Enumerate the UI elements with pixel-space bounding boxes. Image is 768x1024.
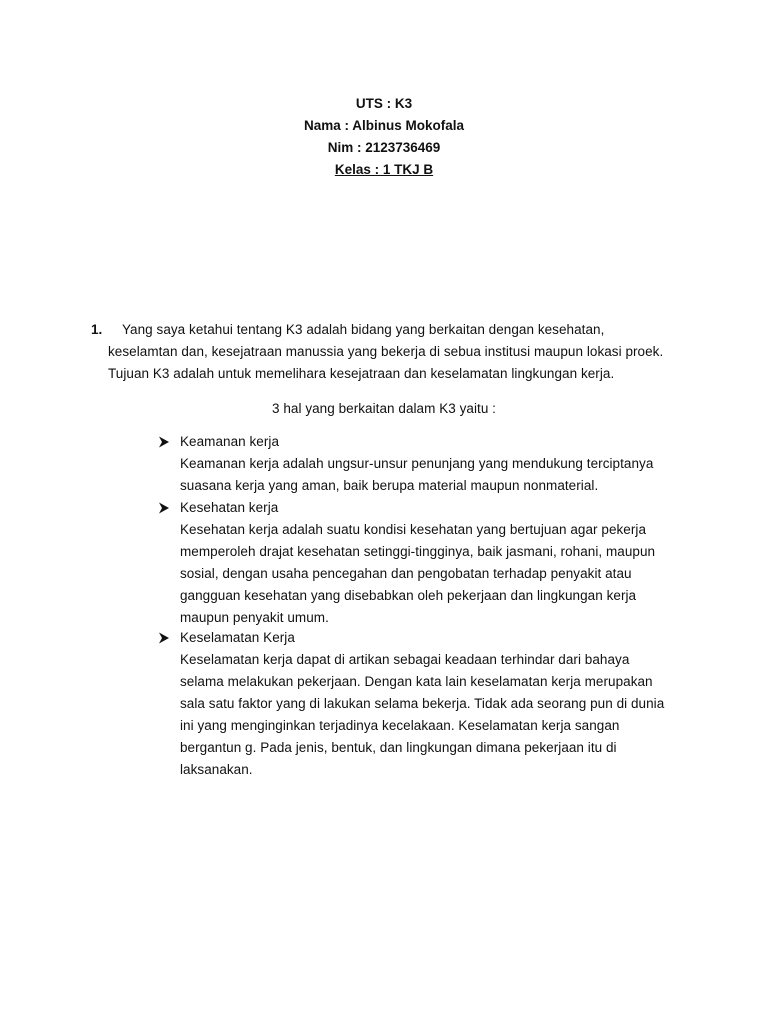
list-item-line: Keamanan kerja adalah ungsur-unsur penunjang yang mendukung terciptanya — [180, 456, 654, 471]
list-item-line: ini yang menginginkan terjadinya kecelakaan. Keselamatan kerja sangan — [180, 718, 620, 733]
list-item-title: Keamanan kerja — [180, 434, 280, 449]
list-item-line: Keselamatan kerja dapat di artikan sebagai keadaan terhindar dari bahaya — [180, 652, 630, 667]
student-id: Nim : 2123736469 — [327, 140, 441, 155]
document-header — [0, 93, 768, 181]
arrow-bullet-icon — [158, 497, 174, 519]
list-item-title: Keselamatan Kerja — [180, 630, 295, 645]
arrow-bullet-icon — [158, 627, 174, 649]
list-item-line: selama melakukan pekerjaan. Dengan kata lain keselamatan kerja merupakan — [180, 674, 653, 689]
arrow-bullet-icon — [158, 431, 174, 453]
list-subheading: 3 hal yang berkaitan dalam K3 yaitu : — [272, 401, 496, 416]
intro-line: Tujuan K3 adalah untuk memelihara kesejatraan dan keselamatan lingkungan kerja. — [108, 366, 615, 381]
section-number: 1. — [91, 322, 103, 337]
intro-line: keselamtan dan, kesejatraan manussia yang bekerja di sebua institusi maupun lokasi proek. — [108, 344, 664, 359]
list-item-line: memperoleh drajat kesehatan setinggi-tingginya, baik jasmani, rohani, maupun — [180, 544, 656, 559]
list-item-line: gangguan kesehatan yang disebabkan oleh pekerjaan dan lingkungan kerja — [180, 588, 637, 603]
list-item-line: laksanakan. — [180, 762, 253, 777]
list-item-line: sala satu faktor yang di lakukan selama bekerja. Tidak ada seorang pun di dunia — [180, 696, 665, 711]
list-item-line: suasana kerja yang aman, baik berupa material maupun nonmaterial. — [180, 478, 599, 493]
list-item-title: Kesehatan kerja — [180, 500, 279, 515]
exam-title: UTS : K3 — [355, 96, 413, 111]
intro-line: Yang saya ketahui tentang K3 adalah bidang yang berkaitan dengan kesehatan, — [122, 322, 605, 337]
list-item-line: bergantun g. Pada jenis, bentuk, dan lingkungan dimana pekerjaan itu di — [180, 740, 617, 755]
student-name: Nama : Albinus Mokofala — [303, 118, 465, 133]
list-item-line: maupun penyakit umum. — [180, 610, 329, 625]
intro-paragraph — [108, 319, 698, 385]
list-item-line: sosial, dengan usaha pencegahan dan pengobatan terhadap penyakit atau — [180, 566, 632, 581]
list-item-line: Kesehatan kerja adalah suatu kondisi kesehatan yang bertujuan agar pekerja — [180, 522, 647, 537]
student-class: Kelas : 1 TKJ B — [334, 162, 434, 177]
